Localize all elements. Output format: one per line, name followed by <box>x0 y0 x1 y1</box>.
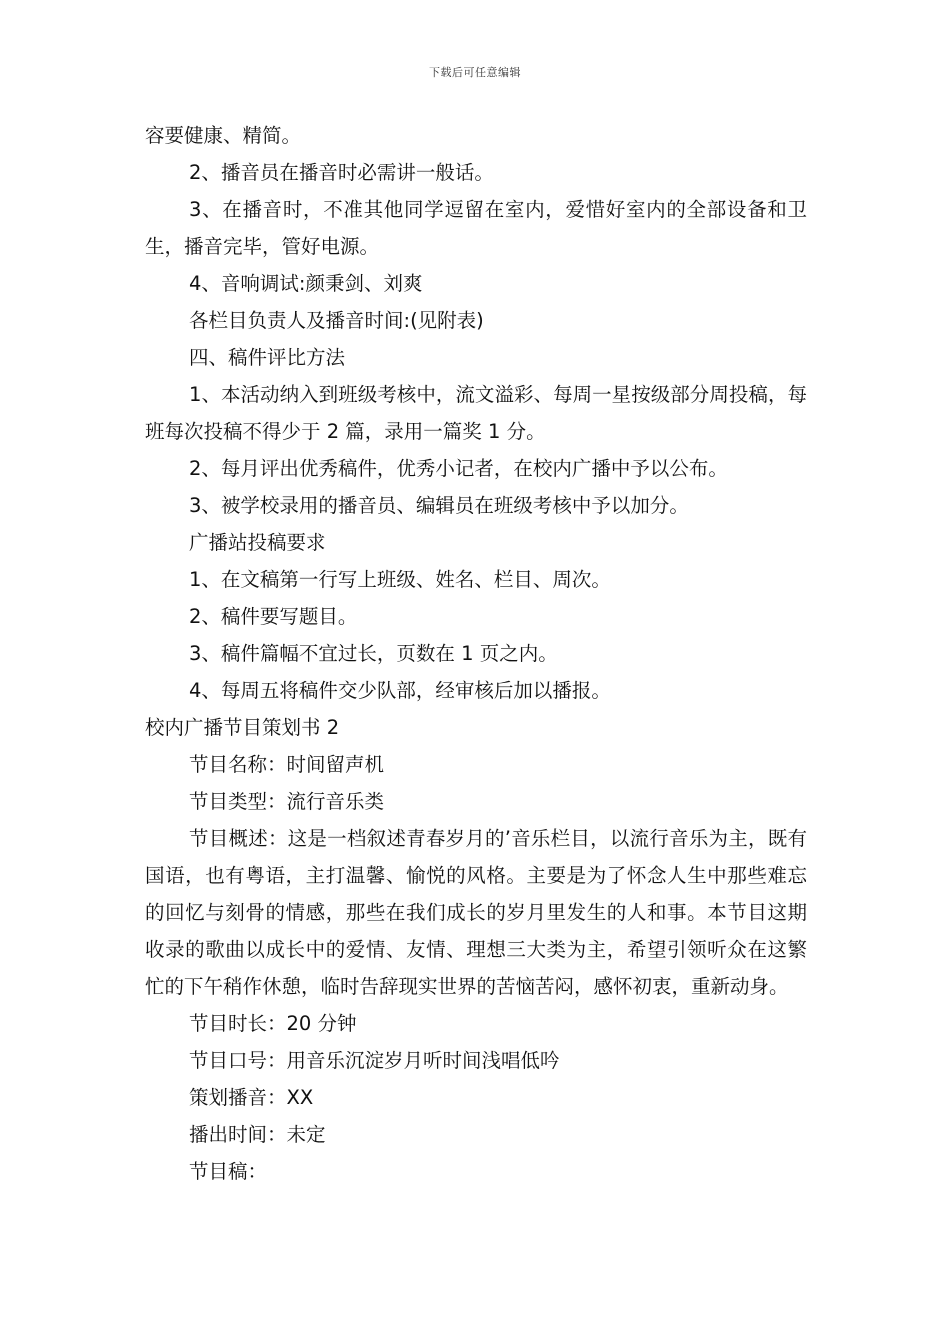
paragraph: 3、被学校录用的播音员、编辑员在班级考核中予以加分。 <box>189 494 689 517</box>
section-heading: 四、稿件评比方法 <box>189 346 346 369</box>
paragraph: 节目概述：这是一档叙述青春岁月的’音乐栏目，以流行音乐为主，既有国语，也有粤语，主打温馨、愉悦的风格。主要是为了怀念人生中那些难忘的回忆与刻骨的情感，那些在我们成长的岁月里发生的人和事。本节目这期收录的歌曲以成长中的爱情、友情、理想三大类为主，希望引领听众在这繁忙的下午稍作休憩，临时告辞现实世界的苦恼苦闷，感怀初衷，重新动身。 <box>145 827 807 998</box>
paragraph: 3、稿件篇幅不宜过长，页数在 1 页之内。 <box>189 642 558 665</box>
document-body <box>145 117 807 1190</box>
paragraph: 2、稿件要写题目。 <box>189 605 358 628</box>
paragraph: 节目时长：20 分钟 <box>189 1012 357 1035</box>
paragraph: 节目口号：用音乐沉淀岁月听时间浅唱低吟 <box>189 1049 560 1072</box>
document-title: 校内广播节目策划书 2 <box>145 716 340 739</box>
paragraph: 1、在文稿第一行写上班级、姓名、栏目、周次。 <box>189 568 611 591</box>
paragraph: 容要健康、精简。 <box>145 124 302 147</box>
paragraph: 节目名称：时间留声机 <box>189 753 385 776</box>
paragraph: 3、在播音时，不准其他同学逗留在室内，爱惜好室内的全部设备和卫生，播音完毕，管好电源。 <box>145 198 807 258</box>
paragraph: 播出时间：未定 <box>189 1123 326 1146</box>
paragraph: 节目稿： <box>189 1160 268 1183</box>
paragraph: 1、本活动纳入到班级考核中，流文溢彩、每周一星按级部分周投稿，每班每次投稿不得少于 2 篇，录用一篇奖 1 分。 <box>145 383 807 443</box>
paragraph: 节目类型：流行音乐类 <box>189 790 385 813</box>
paragraph: 各栏目负责人及播音时间:(见附表) <box>189 309 484 332</box>
paragraph: 2、每月评出优秀稿件，优秀小记者，在校内广播中予以公布。 <box>189 457 728 480</box>
section-heading: 广播站投稿要求 <box>189 531 326 554</box>
paragraph: 4、音响调试:颜秉剑、刘爽 <box>189 272 423 295</box>
page-header-note: 下载后可任意编辑 <box>429 66 521 79</box>
paragraph: 2、播音员在播音时必需讲一般话。 <box>189 161 494 184</box>
paragraph: 策划播音：XX <box>189 1086 314 1109</box>
paragraph: 4、每周五将稿件交少队部，经审核后加以播报。 <box>189 679 611 702</box>
